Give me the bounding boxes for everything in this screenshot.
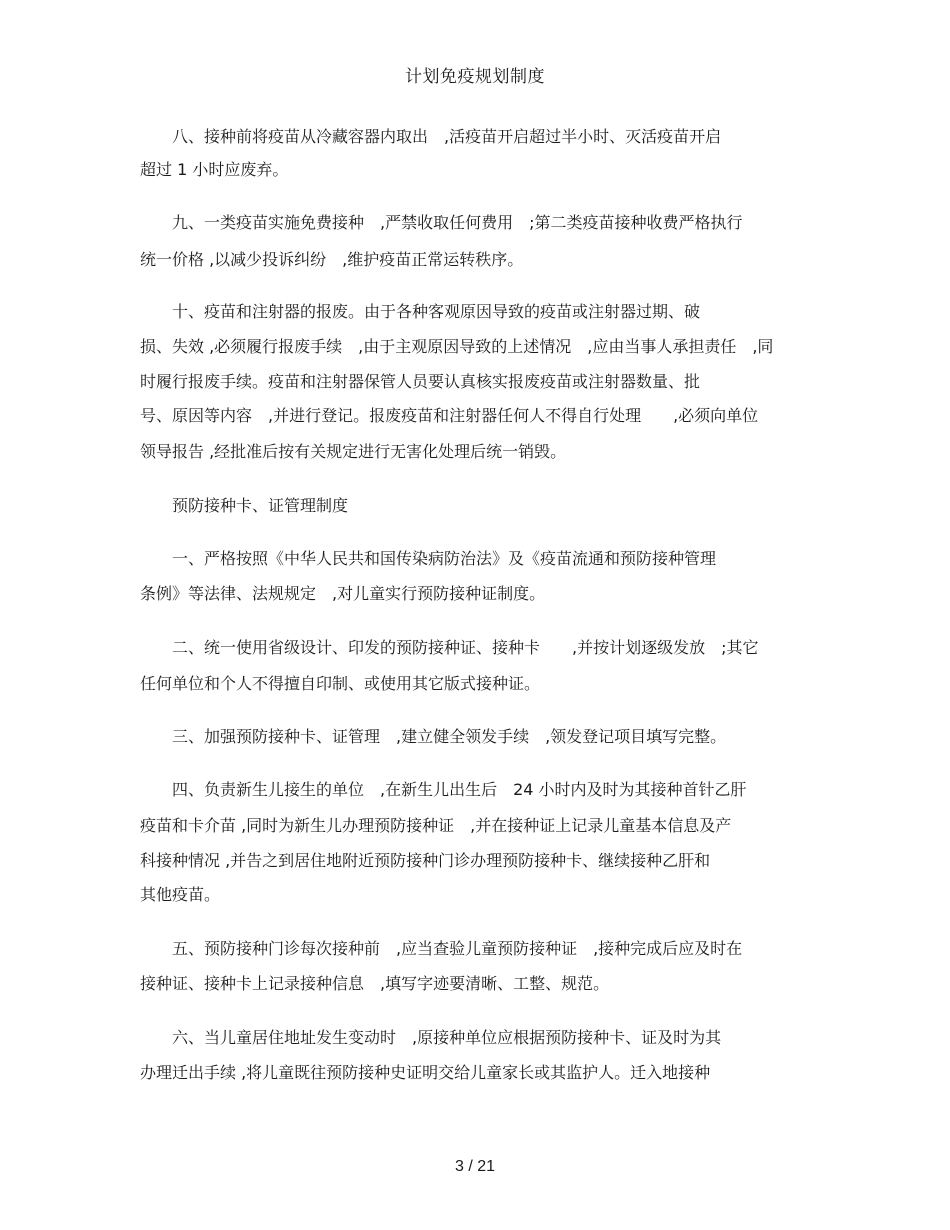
text-line: 十、疫苗和注射器的报废。由于各种客观原因导致的疫苗或注射器过期、破 [140, 302, 701, 321]
text-line: 三、加强预防接种卡、证管理 ,建立健全领发手续 ,领发登记项目填写完整。 [140, 727, 727, 746]
text-line: 领导报告 ,经批准后按有关规定进行无害化处理后统一销毁。 [140, 442, 567, 461]
text-line: 疫苗和卡介苗 ,同时为新生儿办理预防接种证 ,并在接种证上记录儿童基本信息及产 [140, 816, 732, 835]
text-line: 二、统一使用省级设计、印发的预防接种证、接种卡 ,并按计划逐级发放 ;其它 [140, 638, 759, 657]
text-line: 六、当儿童居住地址发生变动时 ,原接种单位应根据预防接种卡、证及时为其 [140, 1028, 722, 1047]
text-line: 接种证、接种卡上记录接种信息 ,填写字迹要清晰、工整、规范。 [140, 974, 610, 993]
text-line: 统一价格 ,以减少投诉纠纷 ,维护疫苗正常运转秩序。 [140, 250, 524, 269]
text-line: 一、严格按照《中华人民共和国传染病防治法》及《疫苗流通和预防接种管理 [140, 549, 717, 568]
text-line: 其他疫苗。 [140, 885, 221, 904]
page-title: 计划免疫规划制度 [405, 67, 545, 87]
text-line: 办理迁出手续 ,将儿童既往预防接种史证明交给儿童家长或其监护人。迁入地接种 [140, 1063, 711, 1082]
text-line: 条例》等法律、法规规定 ,对儿童实行预防接种证制度。 [140, 584, 546, 603]
section-heading: 预防接种卡、证管理制度 [140, 496, 349, 515]
page-number: 3 / 21 [454, 1158, 496, 1175]
text-line: 损、失效 ,必须履行报废手续 ,由于主观原因导致的上述情况 ,应由当事人承担责任 ,同 [140, 337, 774, 356]
text-line: 四、负责新生儿接生的单位 ,在新生儿出生后 24 小时内及时为其接种首针乙肝 [140, 780, 747, 799]
text-line: 时履行报废手续。疫苗和注射器保管人员要认真核实报废疫苗或注射器数量、批 [140, 372, 701, 391]
text-line: 八、接种前将疫苗从冷藏容器内取出 ,活疫苗开启超过半小时、灭活疫苗开启 [140, 127, 722, 146]
text-line: 超过 1 小时应废弃。 [140, 160, 289, 179]
text-line: 科接种情况 ,并告之到居住地附近预防接种门诊办理预防接种卡、继续接种乙肝和 [140, 851, 711, 870]
text-line: 五、预防接种门诊每次接种前 ,应当查验儿童预防接种证 ,接种完成后应及时在 [140, 939, 743, 958]
text-line: 九、一类疫苗实施免费接种 ,严禁收取任何费用 ;第二类疫苗接种收费严格执行 [140, 213, 743, 232]
text-line: 任何单位和个人不得擅自印制、或使用其它版式接种证。 [140, 674, 541, 693]
text-line: 号、原因等内容 ,并进行登记。报废疫苗和注射器任何人不得自行处理 ,必须向单位 [140, 406, 759, 425]
